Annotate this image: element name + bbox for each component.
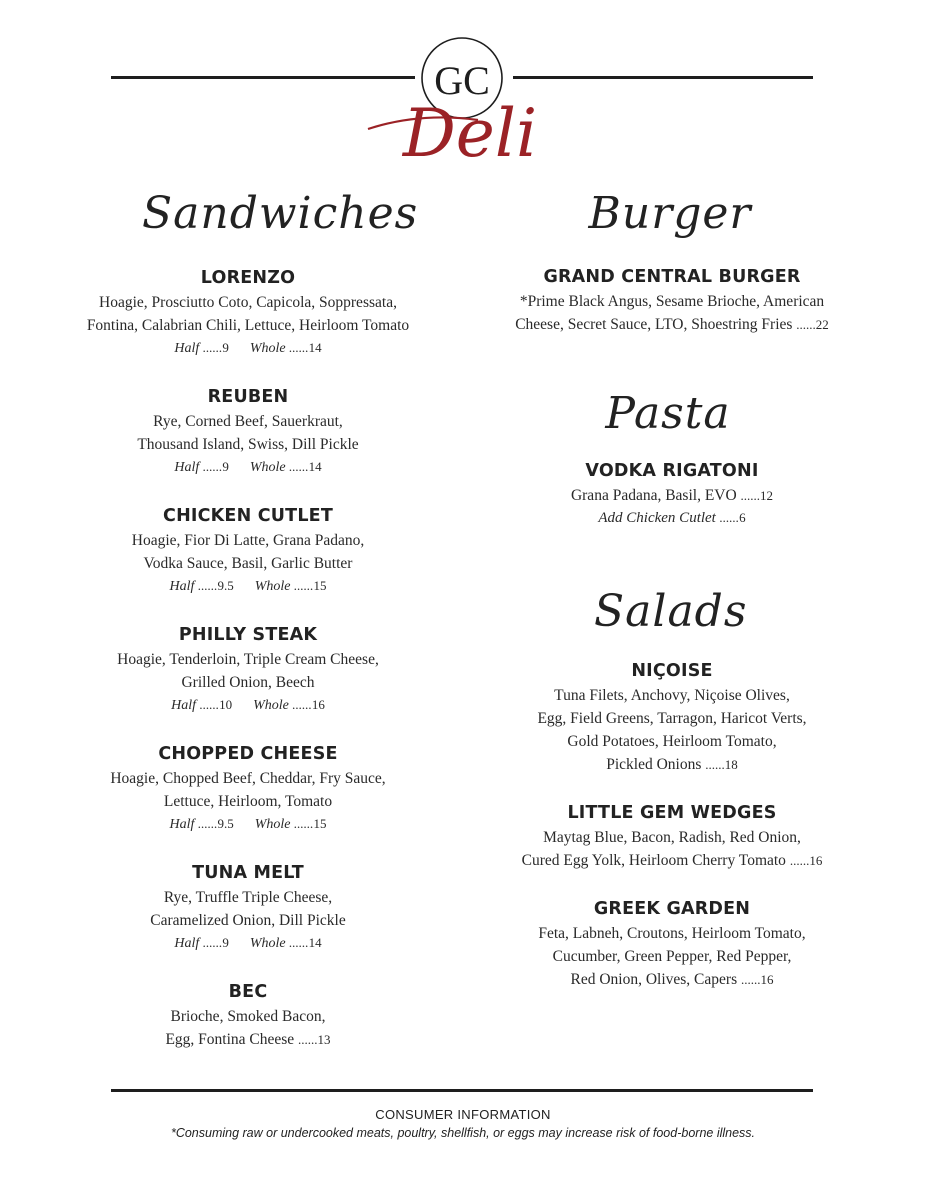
section-title-pasta: Pasta bbox=[605, 388, 731, 439]
item-name: REUBEN bbox=[207, 387, 289, 407]
footer-rule bbox=[111, 1089, 813, 1092]
dots: ...... bbox=[289, 459, 309, 474]
whole-price: 14 bbox=[308, 459, 322, 474]
price-line bbox=[60, 932, 436, 955]
logo-script: Deli bbox=[402, 95, 538, 172]
item-name: CHOPPED CHEESE bbox=[158, 744, 338, 764]
item-name: LITTLE GEM WEDGES bbox=[567, 803, 777, 823]
item-name: NIÇOISE bbox=[631, 661, 713, 681]
menu-item bbox=[60, 743, 436, 836]
half-price: 9 bbox=[222, 340, 229, 355]
item-desc: Cucumber, Green Pepper, Red Pepper, bbox=[552, 948, 792, 965]
item-desc-text: Pickled Onions bbox=[606, 756, 702, 773]
whole-label: Whole bbox=[249, 936, 286, 951]
dots: ...... bbox=[719, 510, 740, 525]
item-desc-text: Grana Padana, Basil, EVO bbox=[570, 487, 737, 504]
dots: ...... bbox=[293, 578, 314, 593]
whole-price: 15 bbox=[313, 578, 327, 593]
dots: ...... bbox=[740, 488, 761, 503]
item-desc: Tuna Filets, Anchovy, Niçoise Olives, bbox=[554, 687, 790, 704]
whole-label: Whole bbox=[249, 460, 286, 475]
half-price: 9 bbox=[222, 459, 229, 474]
item-desc: *Prime Black Angus, Sesame Brioche, American bbox=[519, 293, 825, 310]
item-name: GRAND CENTRAL BURGER bbox=[543, 267, 801, 287]
whole-label: Whole bbox=[254, 817, 291, 832]
half-price: 9 bbox=[222, 935, 229, 950]
item-desc: Feta, Labneh, Croutons, Heirloom Tomato, bbox=[538, 925, 806, 942]
dots: ...... bbox=[789, 853, 810, 868]
item-desc bbox=[480, 753, 864, 776]
menu-item bbox=[480, 460, 864, 529]
item-name: PHILLY STEAK bbox=[178, 625, 318, 645]
item-desc-text: Egg, Fontina Cheese bbox=[165, 1031, 295, 1048]
dots: ...... bbox=[197, 816, 218, 831]
whole-price: 14 bbox=[308, 340, 322, 355]
menu-item bbox=[480, 802, 864, 872]
item-desc: Maytag Blue, Bacon, Radish, Red Onion, bbox=[543, 829, 801, 846]
dots: ...... bbox=[199, 697, 220, 712]
whole-label: Whole bbox=[254, 579, 291, 594]
sandwiches-list bbox=[60, 267, 436, 1077]
item-desc bbox=[480, 313, 864, 336]
menu-item bbox=[60, 505, 436, 598]
dots: ...... bbox=[796, 317, 816, 332]
item-desc bbox=[480, 484, 864, 507]
menu-item bbox=[480, 660, 864, 776]
item-desc bbox=[60, 1028, 436, 1051]
item-name: LORENZO bbox=[200, 268, 296, 288]
item-desc: Rye, Corned Beef, Sauerkraut, bbox=[153, 413, 343, 430]
item-name: TUNA MELT bbox=[192, 863, 304, 883]
item-name: VODKA RIGATONI bbox=[585, 461, 759, 481]
dots: ...... bbox=[202, 459, 223, 474]
addon-price: 6 bbox=[739, 510, 746, 525]
item-desc: Vodka Sauce, Basil, Garlic Butter bbox=[143, 555, 353, 572]
item-desc bbox=[480, 968, 864, 991]
dots: ...... bbox=[705, 757, 725, 772]
item-desc: Brioche, Smoked Bacon, bbox=[170, 1008, 326, 1025]
dots: ...... bbox=[197, 578, 218, 593]
item-name: GREEK GARDEN bbox=[593, 899, 751, 919]
item-price: 12 bbox=[760, 488, 774, 503]
item-desc bbox=[480, 849, 864, 872]
item-name: CHICKEN CUTLET bbox=[163, 506, 333, 526]
half-price: 10 bbox=[219, 697, 233, 712]
item-name: BEC bbox=[228, 982, 268, 1002]
item-desc: Hoagie, Tenderloin, Triple Cream Cheese, bbox=[117, 651, 379, 668]
item-desc: Hoagie, Fior Di Latte, Grana Padano, bbox=[131, 532, 365, 549]
pasta-list bbox=[480, 460, 864, 555]
consumer-info-title: CONSUMER INFORMATION bbox=[375, 1107, 551, 1122]
menu-item bbox=[60, 386, 436, 479]
whole-price: 15 bbox=[313, 816, 327, 831]
section-title-sandwiches: Sandwiches bbox=[142, 188, 419, 239]
dots: ...... bbox=[292, 697, 312, 712]
menu-item bbox=[60, 267, 436, 360]
logo-monogram: GC bbox=[434, 58, 490, 103]
consumer-info-text: *Consuming raw or undercooked meats, poultry, shellfish, or eggs may increase risk of food-borne illness. bbox=[170, 1126, 756, 1140]
item-price: 16 bbox=[809, 853, 823, 868]
half-price: 9.5 bbox=[217, 816, 234, 831]
item-desc: Lettuce, Heirloom, Tomato bbox=[163, 793, 333, 810]
item-price: 16 bbox=[760, 972, 774, 987]
item-desc: Grilled Onion, Beech bbox=[181, 674, 315, 691]
half-label: Half bbox=[174, 460, 200, 475]
dots: ...... bbox=[289, 935, 309, 950]
item-desc-text: Red Onion, Olives, Capers bbox=[570, 971, 738, 988]
dots: ...... bbox=[289, 340, 309, 355]
item-desc: Rye, Truffle Triple Cheese, bbox=[163, 889, 333, 906]
half-label: Half bbox=[169, 817, 195, 832]
whole-price: 16 bbox=[311, 697, 325, 712]
price-line bbox=[60, 694, 436, 717]
header-rule-right bbox=[513, 76, 813, 79]
dots: ...... bbox=[740, 972, 761, 987]
dots: ...... bbox=[298, 1032, 318, 1047]
addon-label: Add Chicken Cutlet bbox=[598, 510, 716, 526]
half-price: 9.5 bbox=[217, 578, 234, 593]
half-label: Half bbox=[169, 579, 195, 594]
item-price: 18 bbox=[724, 757, 738, 772]
gc-deli-logo bbox=[360, 34, 550, 184]
section-title-burger: Burger bbox=[588, 188, 752, 239]
item-desc: Thousand Island, Swiss, Dill Pickle bbox=[137, 436, 359, 453]
item-desc: Egg, Field Greens, Tarragon, Haricot Verts, bbox=[537, 710, 807, 727]
price-line bbox=[60, 575, 436, 598]
item-price: 13 bbox=[317, 1032, 331, 1047]
menu-item bbox=[480, 898, 864, 991]
menu-item bbox=[60, 981, 436, 1051]
salads-list bbox=[480, 660, 864, 1017]
price-line bbox=[60, 456, 436, 479]
dots: ...... bbox=[202, 340, 223, 355]
burger-list bbox=[480, 266, 864, 362]
half-label: Half bbox=[174, 936, 200, 951]
dots: ...... bbox=[202, 935, 223, 950]
item-price: 22 bbox=[815, 317, 829, 332]
item-desc-text: Cheese, Secret Sauce, LTO, Shoestring Fries bbox=[515, 316, 793, 333]
item-desc: Fontina, Calabrian Chili, Lettuce, Heirloom Tomato bbox=[86, 317, 410, 334]
menu-item bbox=[60, 862, 436, 955]
menu-item bbox=[60, 624, 436, 717]
dots: ...... bbox=[293, 816, 314, 831]
half-label: Half bbox=[171, 698, 197, 713]
price-line bbox=[60, 337, 436, 360]
whole-price: 14 bbox=[308, 935, 322, 950]
whole-label: Whole bbox=[253, 698, 289, 713]
item-desc: Hoagie, Prosciutto Coto, Capicola, Soppressata, bbox=[99, 294, 397, 311]
addon-line bbox=[480, 507, 864, 529]
item-desc: Hoagie, Chopped Beef, Cheddar, Fry Sauce, bbox=[110, 770, 386, 787]
half-label: Half bbox=[174, 341, 200, 356]
menu-item bbox=[480, 266, 864, 336]
price-line bbox=[60, 813, 436, 836]
whole-label: Whole bbox=[249, 341, 286, 356]
item-desc-text: Cured Egg Yolk, Heirloom Cherry Tomato bbox=[521, 852, 786, 869]
item-desc: Gold Potatoes, Heirloom Tomato, bbox=[567, 733, 777, 750]
section-title-salads: Salads bbox=[594, 586, 748, 637]
item-desc: Caramelized Onion, Dill Pickle bbox=[150, 912, 346, 929]
